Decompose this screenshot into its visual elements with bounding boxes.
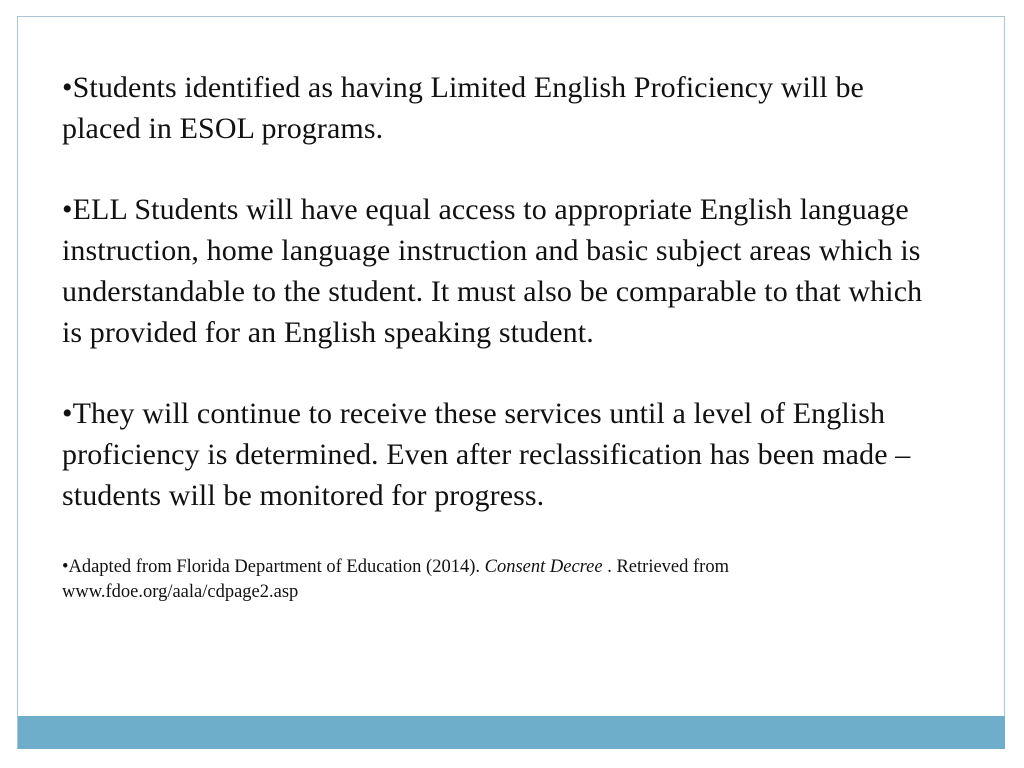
citation-prefix: •Adapted from Florida Department of Education (2014).: [62, 557, 485, 578]
citation-title: Consent Decree: [484, 557, 603, 578]
citation-suffix: . Retrieved from www.fdoe.org/aala/cdpage2.asp: [62, 557, 729, 603]
slide-content: [62, 68, 942, 605]
citation: [62, 555, 942, 605]
bullet-lep-placement: •Students identified as having Limited English Proficiency will be placed in ESOL programs.: [62, 71, 864, 145]
bullet-continued-services: •They will continue to receive these services until a level of English proficiency is determined. Even after reclassification has been made – students will be monitored for progress.: [62, 397, 911, 512]
footer-bar: [18, 716, 1005, 749]
bullet-equal-access: •ELL Students will have equal access to appropriate English language instruction, home language instruction and basic subject areas which is understandable to the student. It must also be comparable to that which is provided for an English speaking student.: [62, 193, 923, 349]
